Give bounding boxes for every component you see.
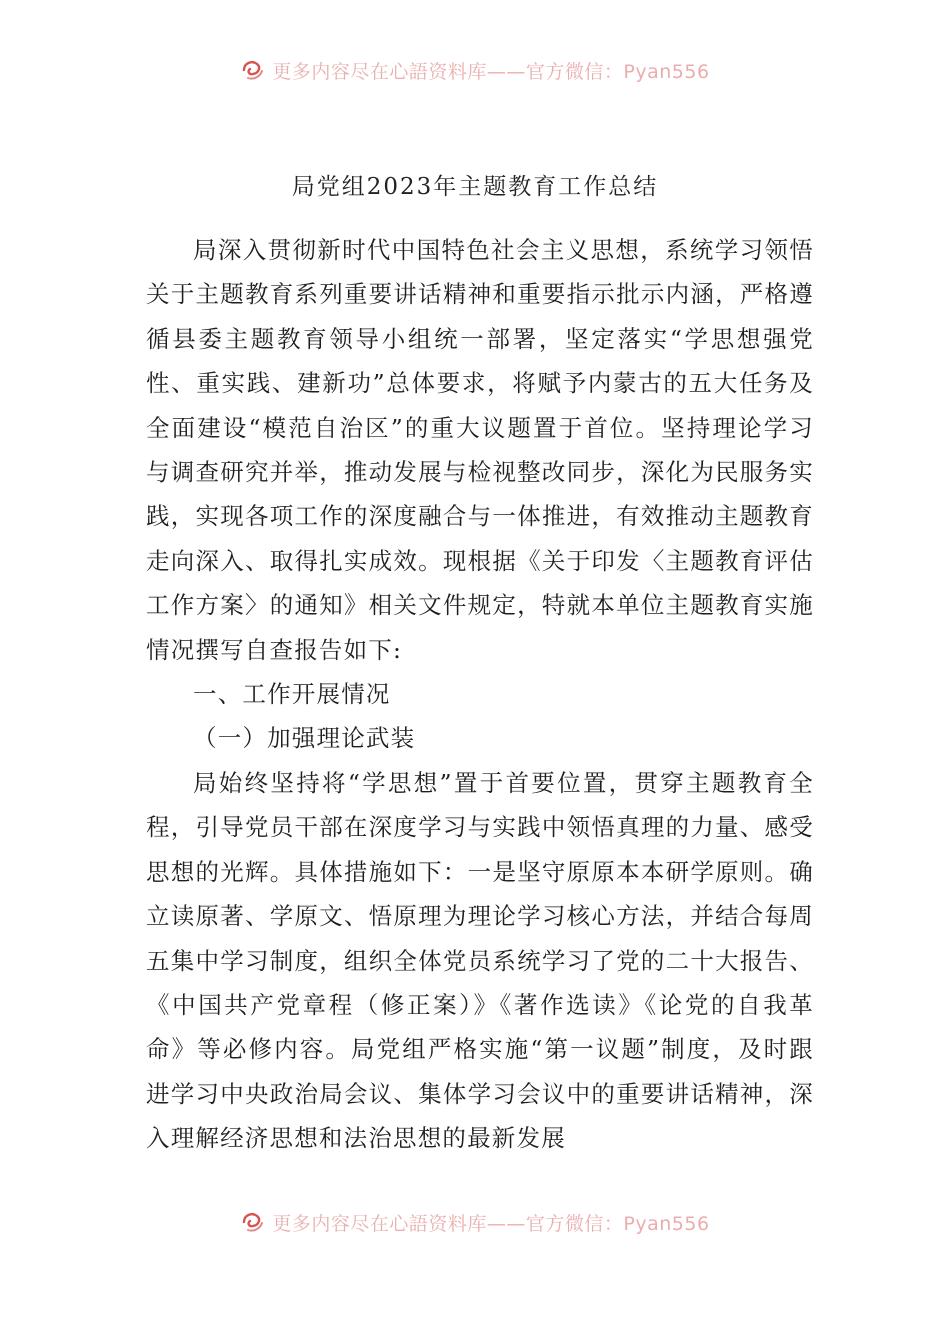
subsection-heading: （一）加强理论武装 bbox=[193, 724, 416, 753]
watermark-header bbox=[0, 52, 950, 88]
watermark-text: 更多内容尽在心語资料库——官方微信：Pyan556 bbox=[272, 60, 710, 83]
intro-paragraph: 局深入贯彻新时代中国特色社会主义思想，系统学习领悟关于主题教育系列重要讲话精神和重要指示批示内涵，严格遵循县委主题教育领导小组统一部署，坚定落实“学思想强党性、重实践、建新功”总体要求，将赋予内蒙古的五大任务及全面建设“模范自治区”的重大议题置于首位。坚持理论学习与调查研究并举，推动发展与检视整改同步，深化为民服务实践，实现各项工作的深度融合与一体推进，有效推动主题教育走向深入、取得扎实成效。现根据《关于印发〈主题教育评估工作方案〉的通知》相关文件规定，特就本单位主题教育实施情况撰写自查报告如下: bbox=[146, 236, 814, 664]
brand-logo-icon bbox=[240, 1209, 266, 1235]
section-heading: 一、工作开展情况 bbox=[193, 680, 391, 709]
subsection-paragraph: 局始终坚持将“学思想”置于首要位置，贯穿主题教育全程，引导党员干部在深度学习与实践中领悟真理的力量、感受思想的光辉。具体措施如下：一是坚守原原本本研学原则。确立读原著、学原文、悟原理为理论学习核心方法，并结合每周五集中学习制度，组织全体党员系统学习了党的二十大报告、《中国共产党章程（修正案）》《著作选读》《论党的自我革命》等必修内容。局党组严格实施“第一议题”制度，及时跟进学习中央政治局会议、集体学习会议中的重要讲话精神，深入理解经济思想和法治思想的最新发展 bbox=[146, 768, 814, 1153]
watermark-text: 更多内容尽在心語资料库——官方微信：Pyan556 bbox=[272, 1212, 710, 1235]
document-body bbox=[146, 228, 814, 1161]
document-title: 局党组2023年主题教育工作总结 bbox=[291, 174, 659, 200]
watermark-footer bbox=[0, 1204, 950, 1240]
brand-logo-icon bbox=[240, 57, 266, 83]
